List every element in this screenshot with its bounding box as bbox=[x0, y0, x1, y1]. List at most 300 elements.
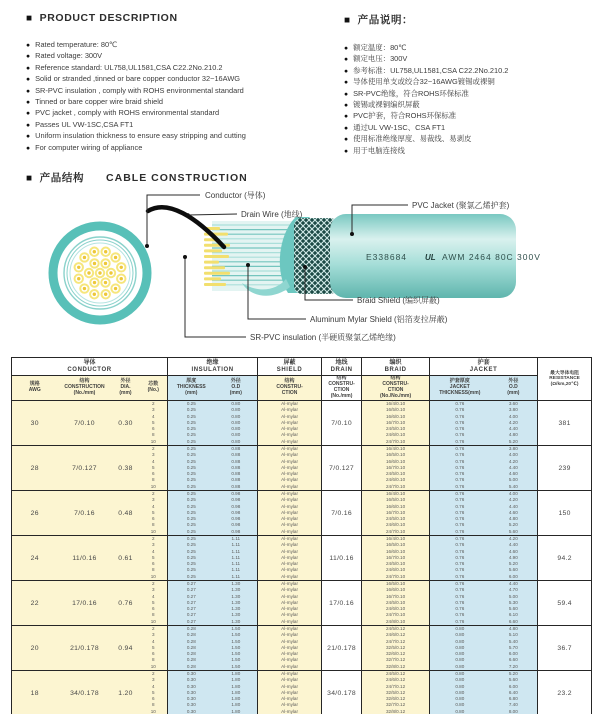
jacket-thickness-value: 0.76 bbox=[455, 477, 465, 483]
cell-jacket-od bbox=[490, 626, 538, 671]
col-header-line: 护套厚度 bbox=[449, 378, 470, 385]
jacket-od-value: 4.80 bbox=[508, 626, 518, 632]
ins-thickness-value: 0.27 bbox=[186, 581, 196, 587]
conductor-dot bbox=[93, 262, 96, 265]
ins-thickness-value: 0.28 bbox=[186, 663, 196, 669]
bullet-item bbox=[26, 63, 344, 74]
jacket-od-value: 6.40 bbox=[508, 689, 518, 695]
bullet-icon: ● bbox=[344, 45, 349, 52]
jacket-od-value: 4.40 bbox=[508, 426, 518, 432]
shield-value: Al-mylar bbox=[281, 432, 298, 438]
braid-value: 24/5/0.10 bbox=[385, 599, 406, 605]
bullet-item bbox=[26, 143, 344, 154]
cell-cores bbox=[140, 491, 168, 536]
conductor-dot bbox=[109, 271, 112, 274]
cell-resistance: 36.7 bbox=[538, 626, 592, 671]
shield-value: Al-mylar bbox=[281, 548, 298, 554]
ins-od-value: 1.80 bbox=[231, 671, 241, 677]
bullet-item bbox=[344, 111, 599, 122]
jacket-od-value: 4.00 bbox=[508, 413, 518, 419]
cell-shield bbox=[258, 626, 322, 671]
jacket-od-value: 3.60 bbox=[508, 401, 518, 407]
shield-value: Al-mylar bbox=[281, 426, 298, 432]
jacket-thickness-value: 0.76 bbox=[455, 432, 465, 438]
shield-value: Al-mylar bbox=[281, 491, 298, 497]
jacket-od-value: 4.00 bbox=[508, 491, 518, 497]
shield-value: Al-mylar bbox=[281, 696, 298, 702]
jacket-od-value: 4.70 bbox=[508, 587, 518, 593]
conductor-dot bbox=[104, 281, 107, 284]
construction-title-cn: 产品结构 bbox=[39, 172, 85, 184]
braid-value: 24/7/0.10 bbox=[385, 483, 406, 489]
cell-resistance: 239 bbox=[538, 446, 592, 491]
cell-awg: 18 bbox=[12, 671, 58, 714]
cores-value: 4 bbox=[151, 638, 155, 644]
bullet-icon: ● bbox=[26, 110, 31, 118]
braid-value: 16/7/0.10 bbox=[385, 593, 406, 599]
spec-row-awg-30 bbox=[12, 401, 592, 446]
cell-jacket-thickness bbox=[430, 626, 490, 671]
ins-thickness-value: 0.25 bbox=[186, 567, 196, 573]
bullet-icon: ● bbox=[26, 87, 31, 95]
shield-value: Al-mylar bbox=[281, 522, 298, 528]
conductor-dot bbox=[114, 256, 117, 259]
ins-od-value: 1.30 bbox=[231, 599, 241, 605]
col-header-awg bbox=[12, 376, 58, 401]
jacket-od-value: 5.00 bbox=[508, 593, 518, 599]
cores-value: 3 bbox=[151, 542, 155, 548]
conductor-dot bbox=[104, 262, 107, 265]
cell-resistance: 23.2 bbox=[538, 671, 592, 714]
ins-thickness-value: 0.30 bbox=[186, 683, 196, 689]
jacket-thickness-value: 0.76 bbox=[455, 413, 465, 419]
ins-thickness-value: 0.25 bbox=[186, 471, 196, 477]
braid-value: 16/5/0.10 bbox=[385, 452, 406, 458]
shield-value: Al-mylar bbox=[281, 407, 298, 413]
cores-value: 5 bbox=[151, 509, 155, 515]
cell-braid bbox=[362, 446, 430, 491]
bullet-icon: ● bbox=[26, 121, 31, 129]
ins-od-value: 1.50 bbox=[231, 638, 241, 644]
col-header-line: 结构 bbox=[284, 378, 295, 385]
cores-value: 8 bbox=[151, 522, 155, 528]
cell-construction: 7/0.10 bbox=[58, 401, 112, 446]
cell-awg: 20 bbox=[12, 626, 58, 671]
ins-od-value: 1.11 bbox=[231, 548, 241, 554]
bullet-text: 额定电压：300V bbox=[353, 54, 408, 64]
group-label-cn: 绝缘 bbox=[206, 360, 219, 366]
jacket-thickness-value: 0.76 bbox=[455, 407, 465, 413]
bullet-text: PVC护套，符合ROHS环保标准 bbox=[353, 111, 457, 121]
jacket-thickness-value: 0.76 bbox=[455, 554, 465, 560]
bullet-icon: ● bbox=[344, 113, 349, 121]
cell-ins-thickness bbox=[168, 671, 215, 714]
cores-value: 3 bbox=[151, 407, 155, 413]
cell-ins-thickness bbox=[168, 401, 215, 446]
cores-value: 2 bbox=[151, 626, 155, 632]
ul-logo: UL bbox=[425, 253, 436, 262]
jacket-thickness-value: 0.80 bbox=[455, 626, 465, 632]
braid-value: 24/7/0.10 bbox=[385, 438, 406, 444]
braid-value: 16/6/0.10 bbox=[385, 503, 406, 509]
cell-construction: 34/0.178 bbox=[58, 671, 112, 714]
cores-value: 8 bbox=[151, 702, 155, 708]
shield-value: Al-mylar bbox=[281, 702, 298, 708]
cell-cores bbox=[140, 626, 168, 671]
cell-braid bbox=[362, 536, 430, 581]
cell-shield bbox=[258, 581, 322, 626]
jacket-thickness-value: 0.80 bbox=[455, 689, 465, 695]
col-header-line: 结构 bbox=[79, 378, 90, 385]
product-description-title bbox=[26, 12, 344, 24]
cell-drain: 21/0.178 bbox=[322, 626, 362, 671]
bullet-text: SR-PVC insulation , comply with ROHS environmental standard bbox=[35, 85, 244, 95]
spec-row-awg-24 bbox=[12, 536, 592, 581]
cell-braid bbox=[362, 626, 430, 671]
cell-jacket-thickness bbox=[430, 536, 490, 581]
cores-value: 5 bbox=[151, 689, 155, 695]
cell-drain: 7/0.127 bbox=[322, 446, 362, 491]
cell-drain: 7/0.10 bbox=[322, 401, 362, 446]
cell-jacket-od bbox=[490, 491, 538, 536]
jacket-od-value: 5.60 bbox=[508, 528, 518, 534]
cell-ins-thickness bbox=[168, 446, 215, 491]
shield-value: Al-mylar bbox=[281, 626, 298, 632]
ins-od-value: 0.88 bbox=[231, 446, 241, 452]
ins-thickness-value: 0.25 bbox=[186, 509, 196, 515]
braid-value: 32/8/0.12 bbox=[385, 663, 406, 669]
shield-value: Al-mylar bbox=[281, 528, 298, 534]
shield-value: Al-mylar bbox=[281, 677, 298, 683]
ins-thickness-value: 0.25 bbox=[186, 554, 196, 560]
braid-value: 24/5/0.10 bbox=[385, 516, 406, 522]
spec-row-awg-20 bbox=[12, 626, 592, 671]
label-aluminum-mylar-shield: Aluminum Mylar Shield (铝箔麦拉屏蔽) bbox=[310, 315, 448, 324]
braid-value: 24/8/0.10 bbox=[385, 618, 406, 624]
product-description-cn-title-text: 产品说明： bbox=[357, 14, 414, 26]
ins-od-value: 1.30 bbox=[231, 612, 241, 618]
shield-value: Al-mylar bbox=[281, 708, 298, 714]
cell-shield bbox=[258, 671, 322, 714]
bullet-text: SR-PVC绝缘，符合ROHS环保标准 bbox=[353, 88, 469, 98]
cell-construction: 21/0.178 bbox=[58, 626, 112, 671]
conductor-tip bbox=[204, 272, 230, 275]
cell-ins-od bbox=[215, 536, 258, 581]
jacket-od-value: 4.40 bbox=[508, 464, 518, 470]
ins-od-value: 0.80 bbox=[231, 426, 241, 432]
col-header-line: 规格 bbox=[29, 381, 40, 388]
jacket-od-value: 5.60 bbox=[508, 677, 518, 683]
ins-thickness-value: 0.25 bbox=[186, 528, 196, 534]
cell-resistance: 94.2 bbox=[538, 536, 592, 581]
ins-thickness-value: 0.25 bbox=[186, 419, 196, 425]
col-header-line: CTION bbox=[387, 387, 404, 393]
cores-value: 2 bbox=[151, 671, 155, 677]
col-header-line: CONSTRUCTION bbox=[64, 384, 105, 391]
shield-value: Al-mylar bbox=[281, 644, 298, 650]
braid-value: 16/4/0.10 bbox=[385, 401, 406, 407]
jacket-od-value: 6.00 bbox=[508, 651, 518, 657]
cell-drain: 17/0.16 bbox=[322, 581, 362, 626]
group-label-cn: 屏蔽 bbox=[283, 360, 296, 366]
col-group-shield bbox=[258, 358, 322, 376]
jacket-thickness-value: 0.80 bbox=[455, 663, 465, 669]
cores-value: 8 bbox=[151, 477, 155, 483]
bullet-item bbox=[344, 134, 599, 145]
shield-value: Al-mylar bbox=[281, 689, 298, 695]
ins-od-value: 1.11 bbox=[231, 536, 241, 542]
cell-jacket-thickness bbox=[430, 491, 490, 536]
ins-thickness-value: 0.25 bbox=[186, 536, 196, 542]
header-group-row bbox=[12, 358, 592, 376]
conductor-tip bbox=[204, 283, 226, 286]
jacket-thickness-value: 0.76 bbox=[455, 419, 465, 425]
shield-value: Al-mylar bbox=[281, 657, 298, 663]
jacket-od-value: 4.60 bbox=[508, 471, 518, 477]
col-header-line: (mm) bbox=[229, 389, 242, 396]
jacket-thickness-value: 0.80 bbox=[455, 638, 465, 644]
cell-jacket-od bbox=[490, 581, 538, 626]
cell-jacket-od bbox=[490, 446, 538, 491]
shield-value: Al-mylar bbox=[281, 516, 298, 522]
braid-value: 32/6/0.12 bbox=[385, 651, 406, 657]
col-header-jacket-od bbox=[490, 376, 538, 401]
bullet-icon: ● bbox=[344, 90, 349, 98]
ins-thickness-value: 0.27 bbox=[186, 612, 196, 618]
shield-value: Al-mylar bbox=[281, 452, 298, 458]
jacket-od-value: 5.20 bbox=[508, 522, 518, 528]
jacket-thickness-value: 0.76 bbox=[455, 452, 465, 458]
braid-value: 24/6/0.10 bbox=[385, 477, 406, 483]
cell-cores bbox=[140, 581, 168, 626]
bullet-text: Rated voltage: 300V bbox=[35, 51, 103, 61]
ins-od-value: 0.80 bbox=[231, 432, 241, 438]
shield-value: Al-mylar bbox=[281, 536, 298, 542]
cell-resistance: 150 bbox=[538, 491, 592, 536]
cell-ins-od bbox=[215, 626, 258, 671]
col-header-line: JACKET bbox=[449, 384, 470, 391]
cores-value: 4 bbox=[151, 548, 155, 554]
braid-value: 16/7/0.10 bbox=[385, 554, 406, 560]
bullet-item bbox=[26, 86, 344, 97]
col-header-line: 结构 bbox=[390, 375, 401, 382]
jacket-thickness-value: 0.80 bbox=[455, 671, 465, 677]
jacket-thickness-value: 0.76 bbox=[455, 618, 465, 624]
jacket-od-value: 3.80 bbox=[508, 407, 518, 413]
ins-thickness-value: 0.28 bbox=[186, 638, 196, 644]
ins-thickness-value: 0.27 bbox=[186, 599, 196, 605]
braid-value: 16/5/0.10 bbox=[385, 581, 406, 587]
conductor-dot bbox=[93, 293, 96, 296]
col-group-drain bbox=[322, 358, 362, 376]
jacket-od-value: 5.20 bbox=[508, 671, 518, 677]
ins-thickness-value: 0.28 bbox=[186, 626, 196, 632]
cell-drain: 11/0.16 bbox=[322, 536, 362, 581]
ins-thickness-value: 0.25 bbox=[186, 503, 196, 509]
bullet-item bbox=[26, 120, 344, 131]
shield-value: Al-mylar bbox=[281, 593, 298, 599]
ins-thickness-value: 0.27 bbox=[186, 593, 196, 599]
col-header-line: (No./mm) bbox=[73, 389, 96, 396]
col-group-conductor bbox=[12, 358, 168, 376]
jacket-thickness-value: 0.76 bbox=[455, 438, 465, 444]
col-header-dia bbox=[112, 376, 140, 401]
bullet-icon: ● bbox=[26, 42, 31, 49]
cores-value: 6 bbox=[151, 606, 155, 612]
jacket-thickness-value: 0.76 bbox=[455, 587, 465, 593]
jacket-thickness-value: 0.76 bbox=[455, 573, 465, 579]
conductor-dot bbox=[93, 250, 96, 253]
ins-od-value: 1.11 bbox=[231, 542, 241, 548]
cores-value: 10 bbox=[150, 663, 156, 669]
ins-od-value: 0.80 bbox=[231, 438, 241, 444]
shield-value: Al-mylar bbox=[281, 581, 298, 587]
braid-value: 24/6/0.12 bbox=[385, 677, 406, 683]
jacket-thickness-value: 0.76 bbox=[455, 446, 465, 452]
braid-value: 24/7/0.10 bbox=[385, 528, 406, 534]
shield-value: Al-mylar bbox=[281, 471, 298, 477]
jacket-od-value: 4.60 bbox=[508, 509, 518, 515]
ins-thickness-value: 0.25 bbox=[186, 464, 196, 470]
cores-value: 6 bbox=[151, 471, 155, 477]
jacket-od-value: 5.00 bbox=[508, 477, 518, 483]
braid-value: 24/6/0.10 bbox=[385, 522, 406, 528]
ins-od-value: 0.88 bbox=[231, 483, 241, 489]
cell-shield bbox=[258, 401, 322, 446]
cores-value: 5 bbox=[151, 464, 155, 470]
col-header-line: O.D bbox=[231, 384, 241, 391]
braid-value: 16/6/0.10 bbox=[385, 587, 406, 593]
jacket-thickness-value: 0.76 bbox=[455, 401, 465, 407]
jacket-od-value: 4.20 bbox=[508, 497, 518, 503]
cell-ins-thickness bbox=[168, 536, 215, 581]
cell-braid bbox=[362, 671, 430, 714]
braid-value: 24/6/0.10 bbox=[385, 567, 406, 573]
bullet-text: Tinned or bare copper wire braid shield bbox=[35, 97, 164, 107]
cell-braid bbox=[362, 491, 430, 536]
cell-dia: 1.20 bbox=[112, 671, 140, 714]
shield-value: Al-mylar bbox=[281, 612, 298, 618]
bullet-item bbox=[344, 77, 599, 88]
jacket-od-value: 5.40 bbox=[508, 638, 518, 644]
cell-drain: 34/0.178 bbox=[322, 671, 362, 714]
braid-value: 24/6/0.10 bbox=[385, 432, 406, 438]
ins-od-value: 0.88 bbox=[231, 464, 241, 470]
col-header-line: (No./No./mm) bbox=[380, 392, 412, 399]
col-header-line: 芯数 bbox=[148, 381, 159, 388]
conductor-dot bbox=[83, 256, 86, 259]
conductor-dot bbox=[114, 287, 117, 290]
bullet-item bbox=[344, 66, 599, 77]
cell-construction: 7/0.127 bbox=[58, 446, 112, 491]
col-header-line: (No.) bbox=[147, 387, 159, 393]
bullet-icon: ● bbox=[344, 56, 349, 64]
ins-thickness-value: 0.25 bbox=[186, 477, 196, 483]
ins-od-value: 1.30 bbox=[231, 593, 241, 599]
shield-value: Al-mylar bbox=[281, 561, 298, 567]
col-header-line: 外径 bbox=[508, 378, 519, 385]
spec-row-awg-26 bbox=[12, 491, 592, 536]
cell-resistance: 381 bbox=[538, 401, 592, 446]
bullet-icon: ● bbox=[26, 53, 31, 61]
col-header-line: DIA. bbox=[120, 384, 131, 391]
jacket-thickness-value: 0.80 bbox=[455, 708, 465, 714]
resistance-header-line: (Ω/km,20℃) bbox=[550, 381, 579, 387]
group-label-en: BRAID bbox=[384, 366, 407, 373]
jacket-od-value: 7.40 bbox=[508, 702, 518, 708]
ins-od-value: 1.50 bbox=[231, 663, 241, 669]
product-description-title-text: PRODUCT DESCRIPTION bbox=[39, 12, 178, 24]
jacket-thickness-value: 0.80 bbox=[455, 677, 465, 683]
cores-value: 8 bbox=[151, 432, 155, 438]
group-label-en: JACKET bbox=[469, 366, 498, 373]
ins-od-value: 1.30 bbox=[231, 581, 241, 587]
jacket-od-value: 5.40 bbox=[508, 483, 518, 489]
braid-value: 24/7/0.10 bbox=[385, 612, 406, 618]
col-group-insulation bbox=[168, 358, 258, 376]
jacket-thickness-value: 0.80 bbox=[455, 702, 465, 708]
ins-thickness-value: 0.25 bbox=[186, 446, 196, 452]
shield-value: Al-mylar bbox=[281, 632, 298, 638]
cores-value: 3 bbox=[151, 587, 155, 593]
ins-od-value: 0.98 bbox=[231, 528, 241, 534]
cores-value: 8 bbox=[151, 612, 155, 618]
cores-value: 5 bbox=[151, 599, 155, 605]
cores-value: 8 bbox=[151, 657, 155, 663]
braid-value: 16/4/0.10 bbox=[385, 491, 406, 497]
bullet-item bbox=[26, 74, 344, 85]
braid-value: 32/8/0.12 bbox=[385, 708, 406, 714]
jacket-od-value: 6.80 bbox=[508, 696, 518, 702]
cell-cores bbox=[140, 536, 168, 581]
col-header-line: 外径 bbox=[230, 378, 241, 385]
cores-value: 4 bbox=[151, 413, 155, 419]
ins-thickness-value: 0.25 bbox=[186, 426, 196, 432]
cell-ins-thickness bbox=[168, 491, 215, 536]
description-section bbox=[26, 12, 599, 157]
jacket-thickness-value: 0.76 bbox=[455, 497, 465, 503]
jacket-thickness-value: 0.76 bbox=[455, 561, 465, 567]
bullet-text: For computer wiring of appliance bbox=[35, 142, 143, 152]
cell-jacket-od bbox=[490, 671, 538, 714]
ins-od-value: 1.11 bbox=[231, 554, 241, 560]
ins-od-value: 0.98 bbox=[231, 509, 241, 515]
shield-value: Al-mylar bbox=[281, 464, 298, 470]
jacket-thickness-value: 0.76 bbox=[455, 536, 465, 542]
col-header-line: CONSTRU- bbox=[276, 384, 303, 391]
ins-od-value: 1.80 bbox=[231, 708, 241, 714]
col-header-line: 外径 bbox=[120, 378, 131, 385]
ins-thickness-value: 0.27 bbox=[186, 606, 196, 612]
jacket-od-value: 5.20 bbox=[508, 561, 518, 567]
bullet-item bbox=[26, 108, 344, 119]
shield-value: Al-mylar bbox=[281, 458, 298, 464]
cell-ins-od bbox=[215, 446, 258, 491]
col-header-line: (mm) bbox=[119, 389, 132, 396]
shield-value: Al-mylar bbox=[281, 509, 298, 515]
cores-value: 5 bbox=[151, 419, 155, 425]
jacket-thickness-value: 0.80 bbox=[455, 632, 465, 638]
shield-value: Al-mylar bbox=[281, 483, 298, 489]
group-label-en: SHIELD bbox=[276, 366, 303, 373]
bullet-text: Solid or stranded ,tinned or bare copper conductor 32~16AWG bbox=[35, 74, 241, 84]
cell-construction: 17/0.16 bbox=[58, 581, 112, 626]
cores-value: 10 bbox=[150, 573, 156, 579]
jacket-thickness-value: 0.76 bbox=[455, 599, 465, 605]
cores-value: 2 bbox=[151, 401, 155, 407]
ins-od-value: 0.98 bbox=[231, 516, 241, 522]
cell-cores bbox=[140, 671, 168, 714]
